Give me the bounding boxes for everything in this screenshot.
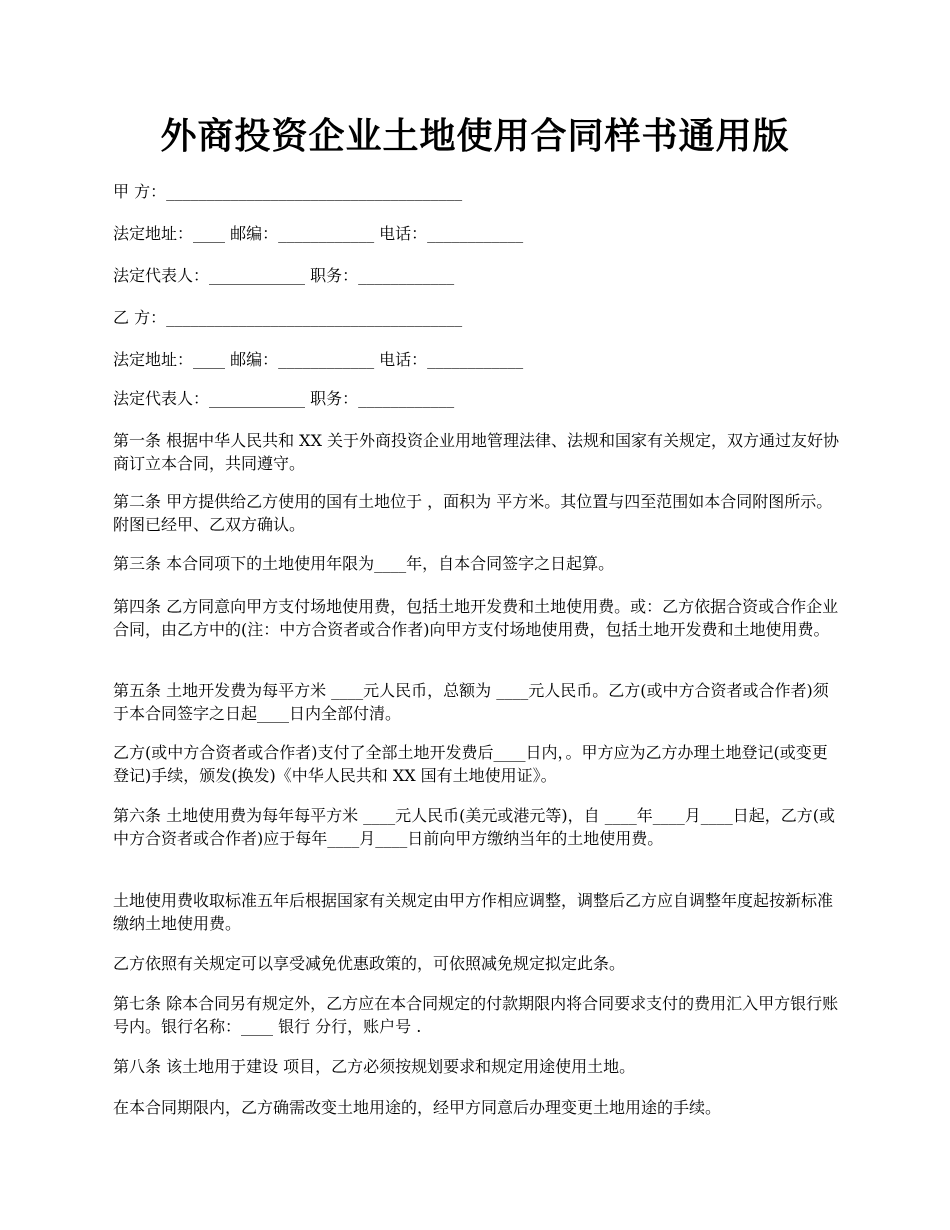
clause-1: 第一条 根据中华人民共和 XX 关于外商投资企业用地管理法律、法规和国家有关规定，双方通过友好协商订立本合同，共同遵守。 (113, 431, 840, 473)
clause-5: 第五条 土地开发费为每平方米 ____元人民币，总额为 ____元人民币。乙方(或中方合资者或合作者)须于本合同签字之日起____日内全部付清。 (113, 681, 829, 723)
clause-6-adjustment: 土地使用费收取标准五年后根据国家有关规定由甲方作相应调整，调整后乙方应自调整年度起按新标准缴纳土地使用费。 (113, 891, 834, 933)
clause-6: 第六条 土地使用费为每年每平方米 ____元人民币(美元或港元等)，自 ____年____月____日起，乙方(或中方合资者或合作者)应于每年____月____日前向甲方缴纳当年的土地使用费。 (113, 806, 835, 848)
clause-7: 第七条 除本合同另有规定外，乙方应在本合同规定的付款期限内将合同要求支付的费用汇入甲方银行账号内。银行名称：____ 银行 分行，账户号 . (113, 994, 839, 1036)
clause-6-exemption: 乙方依照有关规定可以享受减免优惠政策的，可依照减免规定拟定此条。 (113, 954, 626, 973)
clause-8-change-of-use: 在本合同期限内，乙方确需改变土地用途的，经甲方同意后办理变更土地用途的手续。 (113, 1098, 722, 1117)
clause-4: 第四条 乙方同意向甲方支付场地使用费，包括土地开发费和土地使用费。或：乙方依据合资或合作企业合同，由乙方中的(注：中方合资者或合作者)向甲方支付场地使用费，包括土地开发费和土地使用费。 (113, 597, 839, 639)
party-a-representative-line: 法定代表人：____________ 职务：____________ (113, 266, 455, 285)
party-b-representative-line: 法定代表人：____________ 职务：____________ (113, 389, 455, 408)
party-a-name-line: 甲 方：_____________________________________ (113, 182, 463, 201)
clause-2: 第二条 甲方提供给乙方使用的国有土地位于 ，面积为 平方米。其位置与四至范围如本合同附图所示。附图已经甲、乙双方确认。 (113, 492, 833, 534)
party-a-address-line: 法定地址：____ 邮编：____________ 电话：____________ (113, 224, 524, 243)
party-b-name-line: 乙 方：_____________________________________ (113, 308, 463, 327)
clause-8: 第八条 该土地用于建设 项目，乙方必须按规划要求和规定用途使用土地。 (113, 1057, 636, 1076)
clause-3: 第三条 本合同项下的土地使用年限为____年，自本合同签字之日起算。 (113, 554, 615, 573)
party-b-address-line: 法定地址：____ 邮编：____________ 电话：____________ (113, 350, 524, 369)
document-title: 外商投资企业土地使用合同样书通用版 (160, 115, 790, 157)
clause-5-supplement: 乙方(或中方合资者或合作者)支付了全部土地开发费后____日内，。甲方应为乙方办理土地登记(或变更登记)手续，颁发(换发)《中华人民共和 XX 国有土地使用证》。 (113, 743, 828, 785)
